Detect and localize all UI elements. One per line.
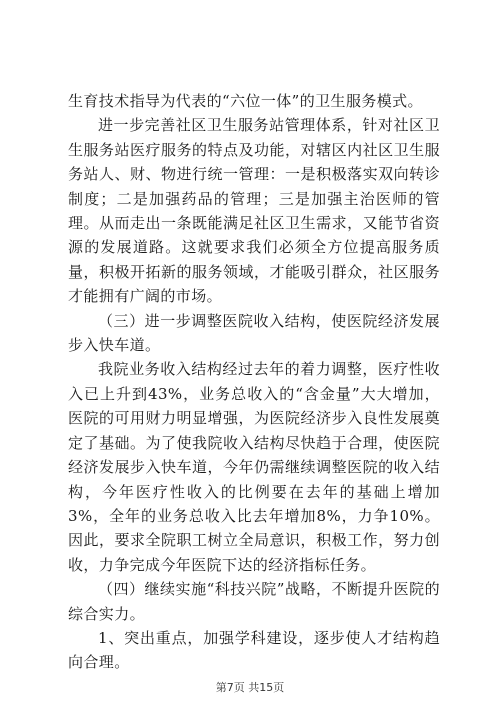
section-heading-income-structure: （三）进一步调整医院收入结构，使医院经济发展步入快车道。 xyxy=(68,311,440,355)
section-heading-tech-strategy: （四）继续实施“科技兴院”战略，不断提升医院的综合实力。 xyxy=(68,580,440,623)
page-number-footer: 第7页 共15页 xyxy=(215,681,285,694)
paragraph-continuation: 生育技术指导为代表的“六位一体”的卫生服务模式。 xyxy=(68,92,423,110)
paragraph-income-structure: 我院业务收入结构经过去年的着力调整，医疗性收入已上升到43%，业务总收入的“含金量”大大增加，医院的可用财力明显增强，为医院经济步入良性发展奠定了基础。为了使我院收入结构尽快趋于合理，使医院经济发展步入快车道，今年仍需继续调整医院的收入结构，今年医疗性收入的比例要在去年的基础上增加3%，全年的业务总收入比去年增加8%，力争10%。因此，要求全院职工树立全局意识，积极工作，努力创收，力争完成今年医院下达的经济指标任务。 xyxy=(68,360,440,574)
list-item-discipline-building: 1、突出重点，加强学科建设，逐步使人才结构趋向合理。 xyxy=(68,628,440,672)
paragraph-community-service-management: 进一步完善社区卫生服务站管理体系，针对社区卫生服务站医疗服务的特点及功能，对辖区内社区卫生服务站人、财、物进行统一管理：一是积极落实双向转诊制度；二是加强药品的管理；三是加强主治医师的管理。从而走出一条既能满足社区卫生需求，又能节省资源的发展道路。这就要求我们必须全方位提高服务质量，积极开拓新的服务领域，才能吸引群众，社区服务才能拥有广阔的市场。 xyxy=(68,116,440,306)
document-body xyxy=(68,89,440,675)
